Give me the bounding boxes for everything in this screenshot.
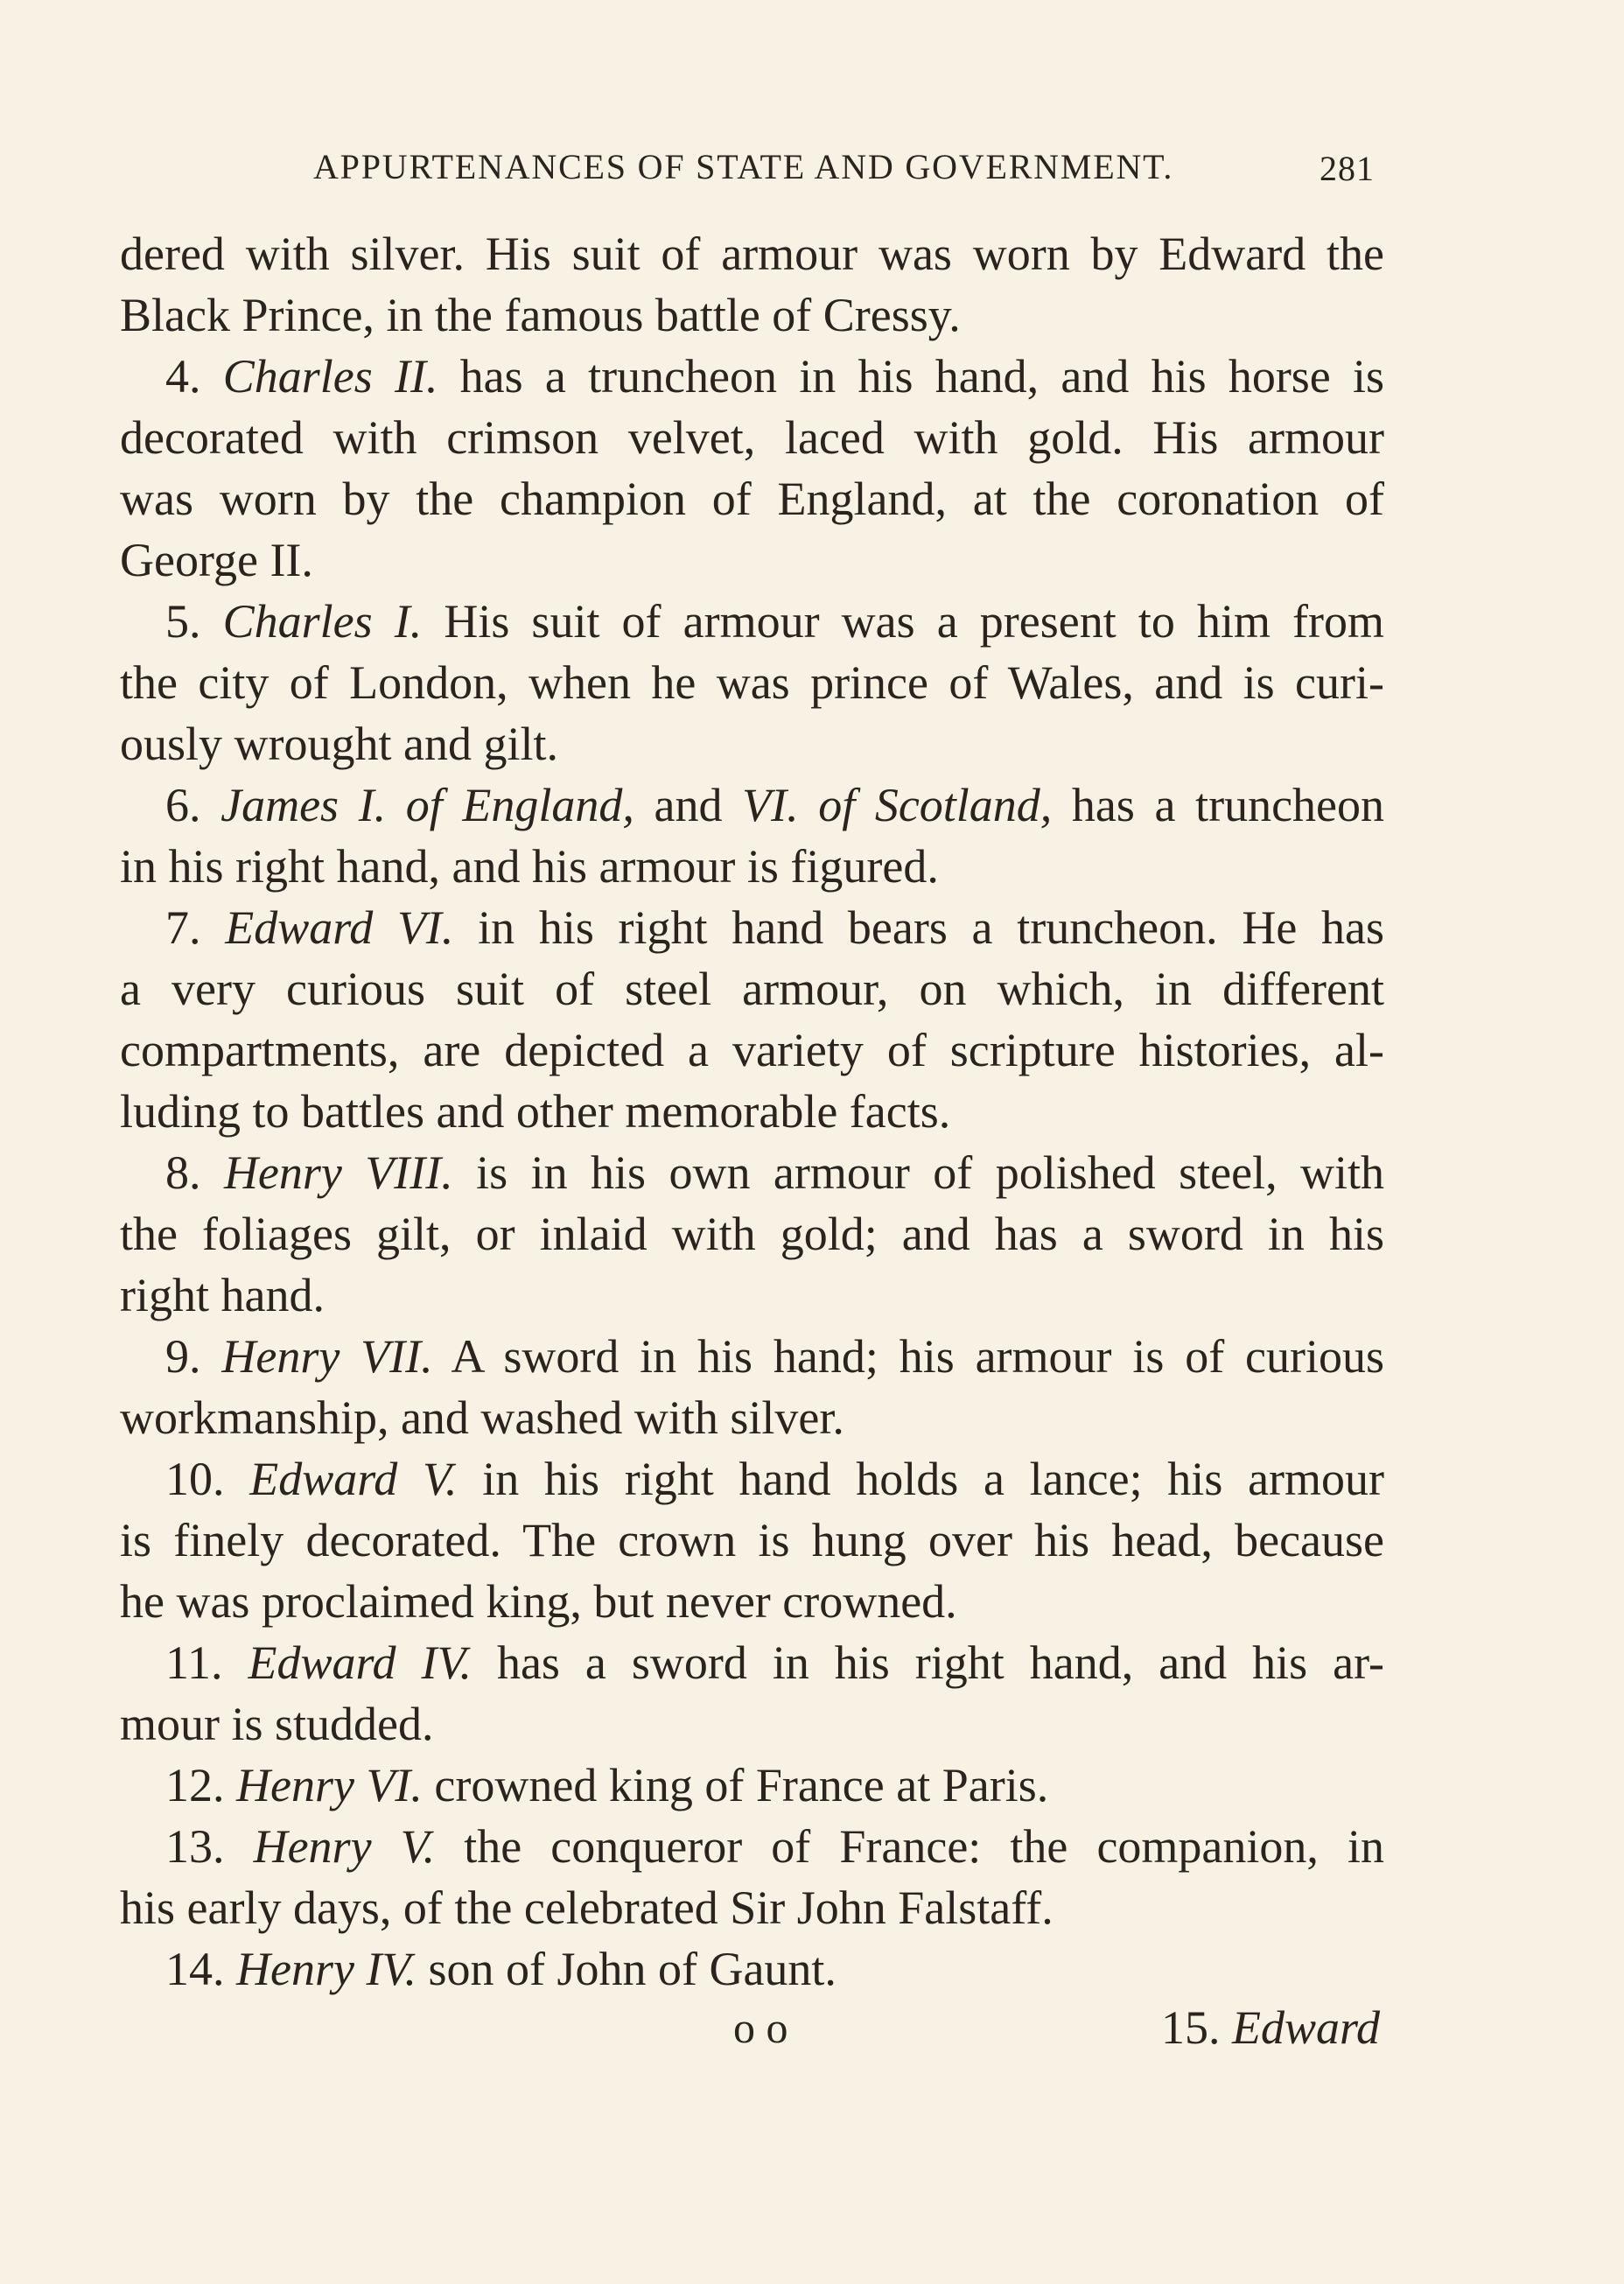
text-run: compartments, are depicted a variety of scripture histories, al- bbox=[120, 1024, 1384, 1076]
text-run: 8. bbox=[165, 1146, 224, 1199]
body-text bbox=[120, 223, 1384, 2000]
paragraph bbox=[120, 1632, 1384, 1755]
text-line bbox=[120, 529, 1384, 591]
text-run: 4. bbox=[165, 350, 223, 403]
text-line bbox=[120, 1571, 1384, 1632]
text-line bbox=[120, 1387, 1384, 1448]
text-line bbox=[120, 468, 1384, 529]
text-run: in his right hand bears a truncheon. He has bbox=[453, 901, 1385, 954]
text-line bbox=[120, 1632, 1384, 1693]
text-run: is finely decorated. The crown is hung over his head, because bbox=[120, 1514, 1384, 1566]
italic-name: Henry VII. bbox=[221, 1330, 433, 1383]
text-line bbox=[120, 284, 1384, 346]
text-run: the city of London, when he was prince of Wales, and is curi- bbox=[120, 656, 1384, 709]
italic-name: Henry V. bbox=[253, 1820, 436, 1873]
text-run: he was proclaimed king, but never crowned. bbox=[120, 1575, 957, 1628]
text-line bbox=[120, 958, 1384, 1019]
text-run: His suit of armour was a present to him from bbox=[422, 595, 1385, 648]
italic-name: Edward IV. bbox=[248, 1636, 472, 1689]
paragraph bbox=[120, 1326, 1384, 1448]
text-line bbox=[120, 1510, 1384, 1571]
paragraph bbox=[120, 1816, 1384, 1938]
running-head: APPURTENANCES OF STATE AND GOVERNMENT. bbox=[313, 147, 1174, 186]
text-line bbox=[120, 1081, 1384, 1142]
text-run: George II. bbox=[120, 534, 313, 586]
text-run: 10. bbox=[165, 1453, 250, 1505]
text-run: and bbox=[634, 779, 743, 831]
text-run: has a truncheon bbox=[1052, 779, 1385, 831]
italic-name: Edward VI. bbox=[225, 901, 454, 954]
paragraph bbox=[120, 1142, 1384, 1326]
text-line bbox=[120, 1326, 1384, 1387]
paragraph bbox=[120, 774, 1384, 897]
text-run: 13. bbox=[165, 1820, 254, 1873]
paragraph bbox=[120, 1448, 1384, 1632]
text-run: has a truncheon in his hand, and his horse is bbox=[438, 350, 1385, 403]
text-run: right hand. bbox=[120, 1269, 325, 1321]
text-line bbox=[120, 897, 1384, 958]
text-run: 6. bbox=[165, 779, 221, 831]
italic-name: Henry VI. bbox=[236, 1759, 423, 1811]
italic-name: Henry IV. bbox=[236, 1943, 416, 1995]
paragraph bbox=[120, 1938, 1384, 2000]
text-run: A sword in his hand; his armour is of curious bbox=[432, 1330, 1385, 1383]
text-line bbox=[120, 1816, 1384, 1877]
text-run: the conqueror of France: the companion, in bbox=[435, 1820, 1384, 1873]
text-run: luding to battles and other memorable facts. bbox=[120, 1085, 951, 1138]
italic-name: Henry VIII. bbox=[223, 1146, 453, 1199]
paragraph bbox=[120, 897, 1384, 1142]
page-number: 281 bbox=[1320, 149, 1375, 188]
text-line bbox=[120, 591, 1384, 652]
text-line bbox=[120, 346, 1384, 407]
text-run: dered with silver. His suit of armour was worn by Edward the bbox=[120, 228, 1384, 280]
text-run: a very curious suit of steel armour, on which, in different bbox=[120, 963, 1384, 1015]
text-run: son of John of Gaunt. bbox=[416, 1943, 836, 1995]
text-line bbox=[120, 1019, 1384, 1081]
text-run: 9. bbox=[165, 1330, 222, 1383]
text-run: has a sword in his right hand, and his ar- bbox=[471, 1636, 1384, 1689]
paragraph bbox=[120, 1755, 1384, 1816]
italic-name: James I. of England, bbox=[220, 779, 634, 831]
text-line bbox=[120, 652, 1384, 713]
text-line bbox=[120, 1142, 1384, 1203]
paragraph bbox=[120, 591, 1384, 774]
italic-name: Edward V. bbox=[249, 1453, 458, 1505]
continued-paragraph bbox=[120, 223, 1384, 346]
text-run: 11. bbox=[165, 1636, 248, 1689]
text-run: Black Prince, in the famous battle of Cressy. bbox=[120, 289, 961, 341]
italic-name: Charles I. bbox=[222, 595, 423, 648]
catchword bbox=[1161, 1997, 1380, 2058]
text-run: in his right hand, and his armour is figured. bbox=[120, 840, 939, 893]
text-run: in his right hand holds a lance; his armour bbox=[457, 1453, 1385, 1505]
text-run: his early days, of the celebrated Sir John Falstaff. bbox=[120, 1881, 1054, 1934]
text-line bbox=[120, 407, 1384, 468]
text-line bbox=[120, 1755, 1384, 1816]
text-run: ously wrought and gilt. bbox=[120, 718, 558, 770]
text-run: is in his own armour of polished steel, with bbox=[452, 1146, 1384, 1199]
catchword-word: Edward bbox=[1232, 2001, 1381, 2054]
text-run: decorated with crimson velvet, laced with gold. His armour bbox=[120, 411, 1384, 464]
catchword-number: 15. bbox=[1161, 2001, 1221, 2054]
text-run: the foliages gilt, or inlaid with gold; and has a sword in his bbox=[120, 1208, 1384, 1260]
paragraph bbox=[120, 346, 1384, 591]
text-run: workmanship, and washed with silver. bbox=[120, 1391, 844, 1444]
text-line bbox=[120, 1265, 1384, 1326]
text-line bbox=[120, 1938, 1384, 2000]
signature-mark: o o bbox=[733, 2003, 788, 2052]
text-line bbox=[120, 1877, 1384, 1938]
text-line bbox=[120, 1693, 1384, 1755]
text-run: mour is studded. bbox=[120, 1698, 434, 1750]
text-run: crowned king of France at Paris. bbox=[422, 1759, 1049, 1811]
text-run: 5. bbox=[165, 595, 223, 648]
italic-name: VI. of Scotland, bbox=[742, 779, 1053, 831]
text-line bbox=[120, 836, 1384, 897]
text-line bbox=[120, 713, 1384, 774]
text-run: 7. bbox=[165, 901, 226, 954]
italic-name: Charles II. bbox=[222, 350, 438, 403]
text-line bbox=[120, 1448, 1384, 1510]
text-line bbox=[120, 223, 1384, 284]
text-line bbox=[120, 1203, 1384, 1265]
text-line bbox=[120, 774, 1384, 836]
text-run: 12. bbox=[165, 1759, 236, 1811]
text-run: was worn by the champion of England, at the coronation of bbox=[120, 473, 1384, 525]
text-run: 14. bbox=[165, 1943, 236, 1995]
